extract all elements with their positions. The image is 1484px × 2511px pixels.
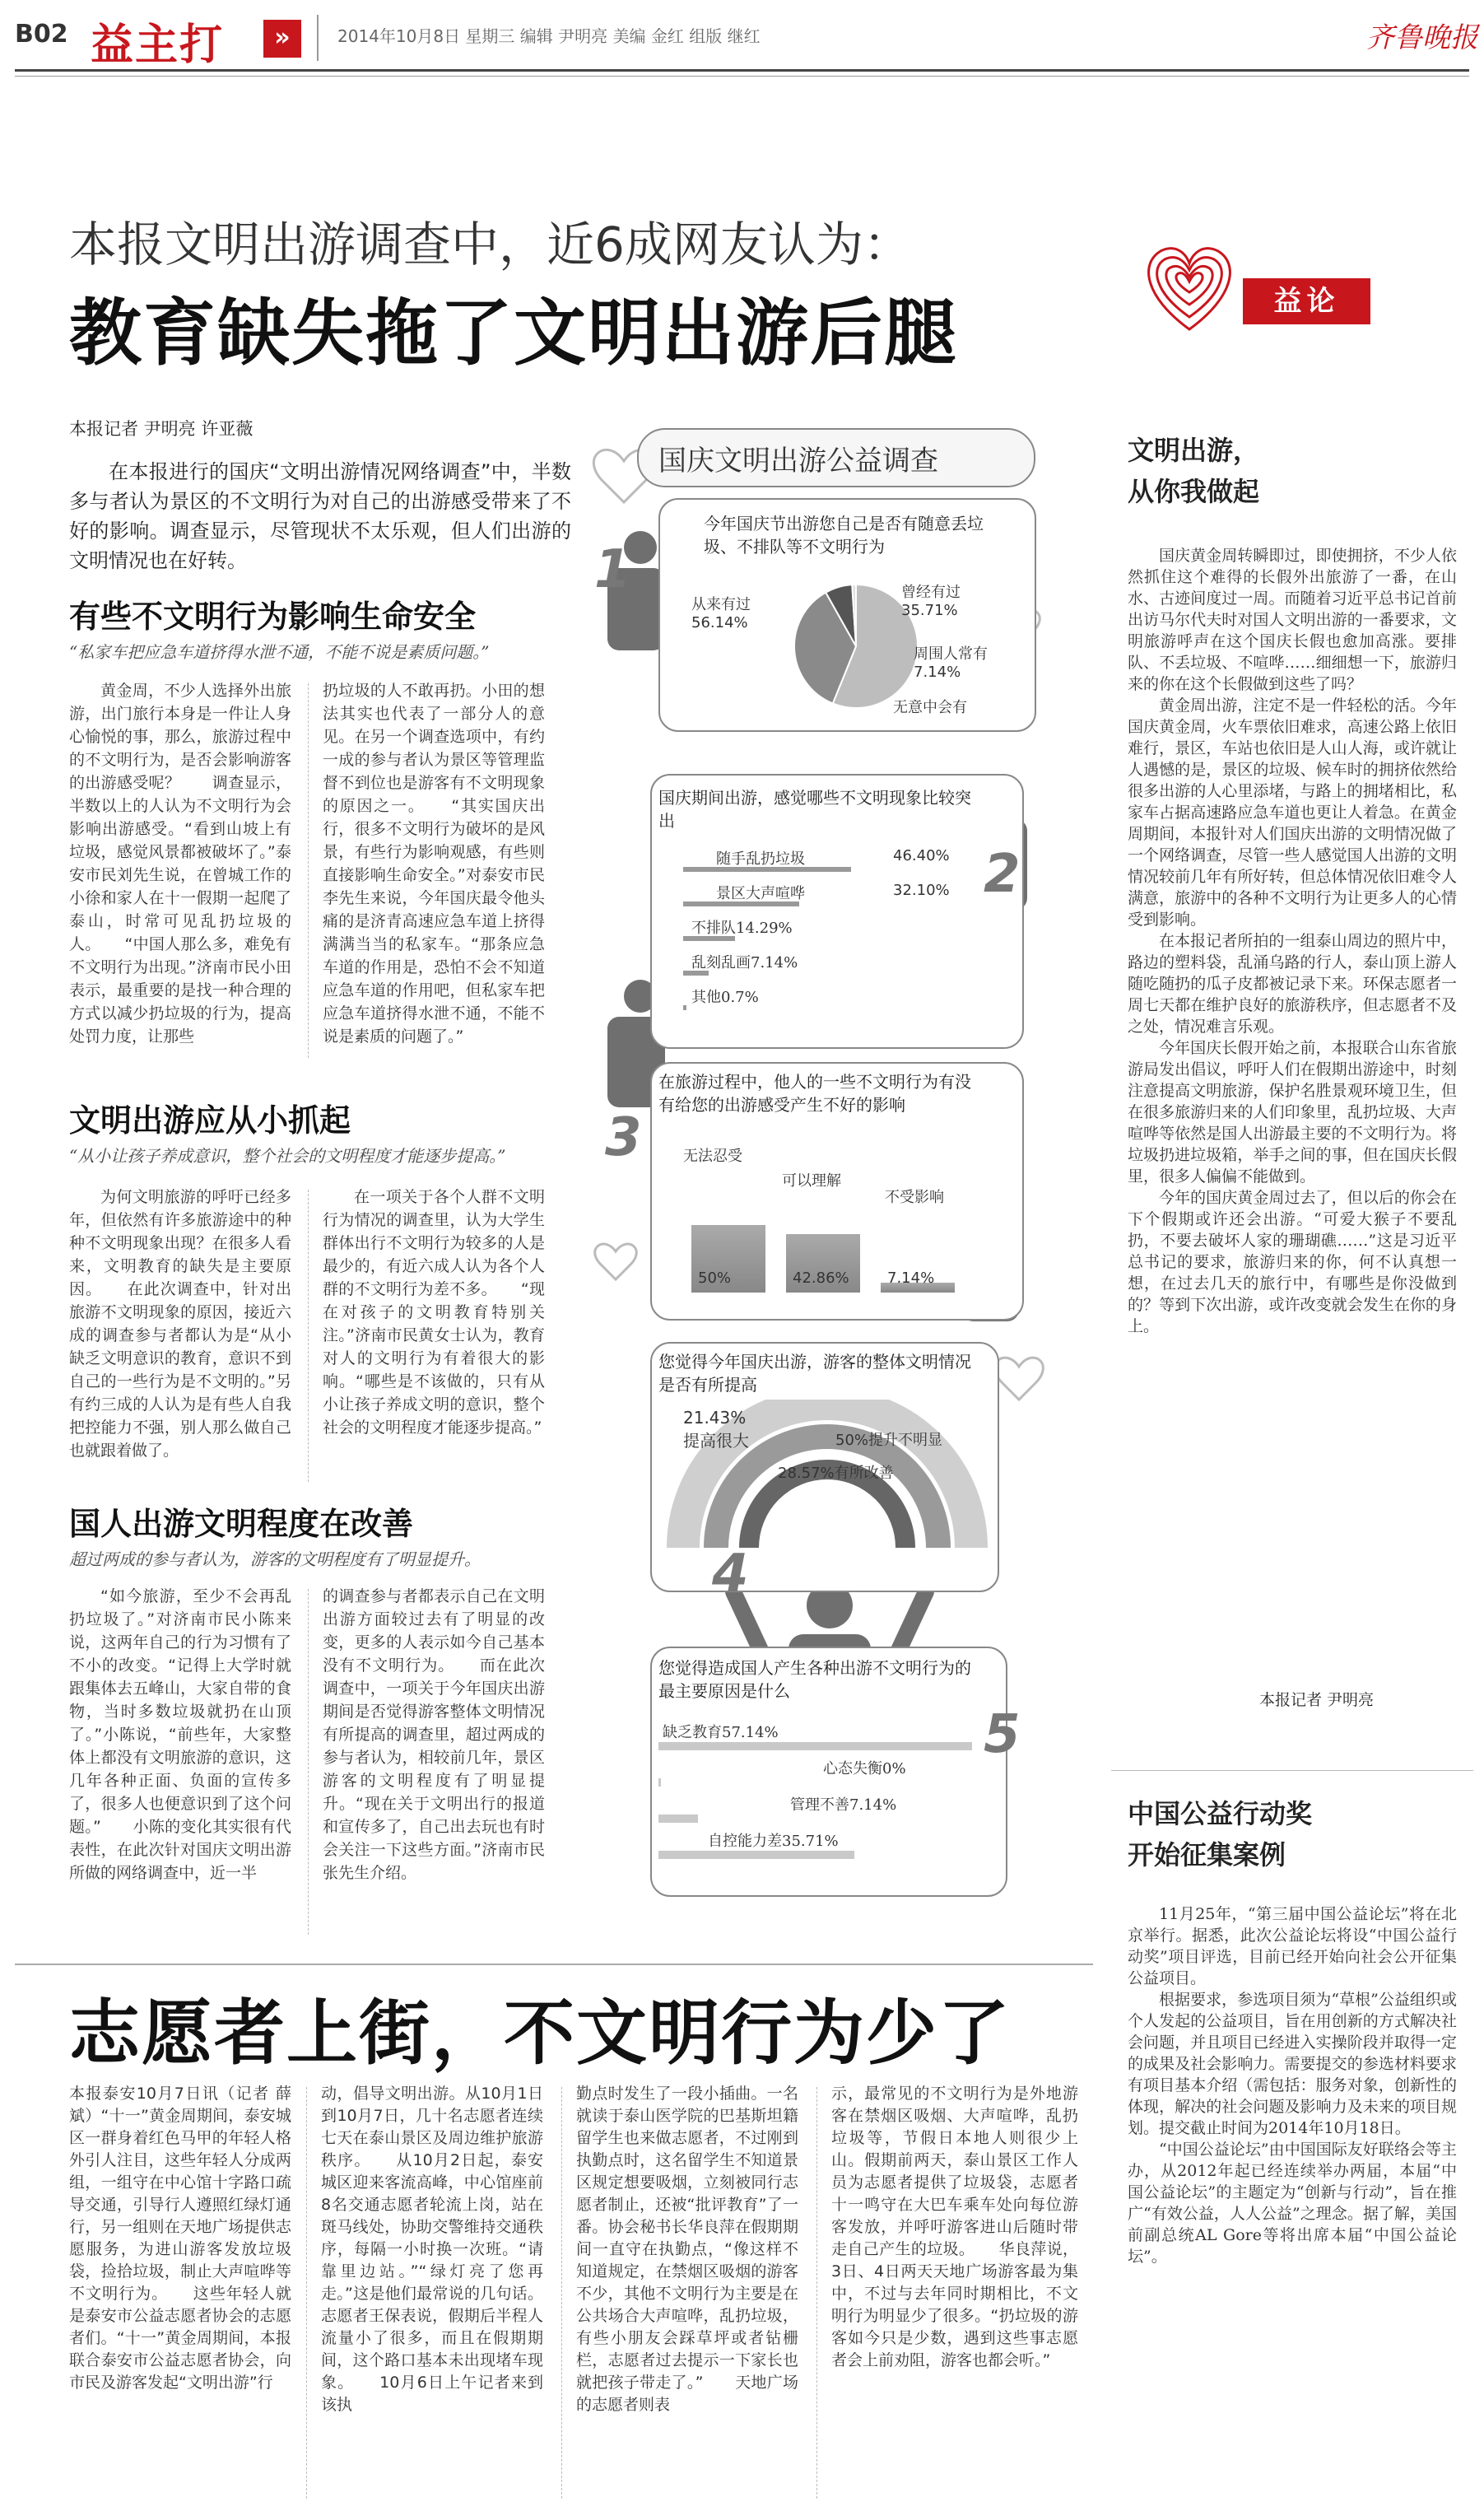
q3-bar-value: 50% xyxy=(698,1269,732,1287)
q5-question: 您觉得造成国人产生各种出游不文明行为的最主要原因是什么 xyxy=(658,1658,971,1701)
q3-bar-value: 42.86% xyxy=(793,1269,849,1287)
q4-number: 4 xyxy=(712,1544,749,1605)
section-subtitle-1: “私家车把应急车道挤得水泄不通，不能不说是素质问题。” xyxy=(69,642,490,662)
award-paragraph: 根据要求，参选项目须为“草根”公益组织或个人发起的公益项目，旨在用创新的方式解决社会问题，并且项目已经进入实操阶段并取得一定的成果及社会影响力。需要提交的参选材料要求有项目基本介绍（需包括：服务对象，创新性的体现，解决的社会问题及影响力及未来的项目规划。提交截止时间为2014年10月18日。 xyxy=(1128,1991,1457,2137)
opinion-tag: 益论 xyxy=(1243,278,1370,324)
opinion-paragraph: 黄金周出游，注定不是一件轻松的活。今年国庆黄金周，火车票依旧难求，高速公路上依旧难行，景区，车站也依旧是人山人海，或许就让人遇憾的是，景区的垃圾、候车时的拥挤依然给很多出游的人心里添堵，与路上的拥堵相比，私家车占据高速路应急车道也更让人着急。在黄金周期间，本报针对人们国庆出游的文明情况做了一个网络调查，尽管一些人感觉国人出游的文明情况较前几年有所好转，但总体情况依旧难令人满意，旅游中的各种不文明行为让更多人的心情受到影响。 xyxy=(1128,696,1457,929)
award-title xyxy=(1128,1793,1312,1875)
article-byline: 本报记者 尹明亮 许亚薇 xyxy=(69,419,254,439)
q3-number: 3 xyxy=(605,1107,642,1168)
q4-label-not-obvious: 50%提升不明显 xyxy=(835,1432,943,1449)
section-3-col-2: 的调查参与者都表示自己在文明出游方面较过去有了明显的改变，更多的人表示如今自己基本没有不文明行为。 而在此次调查中，一项关于今年国庆出游期间是否觉得游客整体文明情况有所提高的调查里，超过两成的参与者认为，相较前几年，景区游客的文明程度有了明显提升。“现在关于文明出行的报道和宣传多了，自己出去玩也有时会关注一下这些方面。”济南市民张先生介绍。 xyxy=(323,1587,545,1882)
column-divider xyxy=(308,1589,309,1935)
q2-question: 国庆期间出游，感觉哪些不文明现象比较突出 xyxy=(658,788,971,831)
q3-bar-label: 可以理解 xyxy=(782,1172,841,1190)
q5-bar-label: 心态失衡0% xyxy=(823,1760,906,1777)
section-title-2: 文明出游应从小抓起 xyxy=(69,1102,351,1139)
q3-bar-label: 无法忍受 xyxy=(683,1148,742,1165)
column-divider xyxy=(308,1190,309,1482)
bottom-col-4: 示，最常见的不文明行为是外地游客在禁烟区吸烟、大声喧哗，乱扔垃圾等，节假日本地人则很少上山。假期前两天，泰山景区工作人员为志愿者提供了垃圾袋，志愿者十一鸣守在大巴车乘车处向每位游客发放，并呼吁游客进山后随时带走自己产生的垃圾。 华良萍说，3日、4日两天天地广场游客最为集中，不过与去年同时期相比，不文明行为明显少了很多。“扔垃圾的游客如今只是少数，遇到这些事志愿者会上前劝阻，游客也都会听。” xyxy=(831,2085,1078,2369)
q2-bar-label: 其他0.7% xyxy=(691,989,759,1006)
q5-bar xyxy=(658,1851,854,1859)
opinion-paragraph: 今年国庆长假开始之前，本报联合山东省旅游局发出倡议，呼吁人们在假期出游途中，时刻注意提高文明旅游，保护名胜景观环境卫生，但在很多旅游归来的人们印象里，乱扔垃圾、大声喧哗等依然是国人出游最主要的不文明行为。将垃圾扔进垃圾箱，举手之间的事，但在国庆长假里，很多人偏偏不能做到。 xyxy=(1128,1039,1457,1186)
page-number: B02 xyxy=(15,20,68,49)
issue-meta: 2014年10月8日 星期三 编辑 尹明亮 美编 金红 组版 继红 xyxy=(337,26,761,46)
section-1-col-1: 黄金周，不少人选择外出旅游，出门旅行本身是一件让人身心愉悦的事，那么，旅游过程中的不文明行为，是否会影响游客的出游感受呢？ 调查显示，半数以上的人认为不文明行为会影响出游感受。“看到山坡上有垃圾，感觉风景都被破坏了。”泰安市民刘先生说，在曾城工作的小徐和家人在十一假期一起爬了泰山，时常可见乱扔垃圾的人。 “中国人那么多，难免有不文明行为出现。”济南市民小田表示，最重要的是找一种合理的方式以减少扔垃圾的行为，提高处罚力度，让那些 xyxy=(69,682,291,1046)
q4-question: 您觉得今年国庆出游，游客的整体文明情况是否有所提高 xyxy=(658,1352,971,1395)
opinion-paragraph: 国庆黄金周转瞬即过，即使拥挤，不少人依然抓住这个难得的长假外出旅游了一番，在山水、古迹间度过一周。而随着习近平总书记首前出访马尔代夫时对国人文明出游的一番要求，文明旅游呼声在这个国庆长假也愈加高涨。要排队、不丢垃圾、不喧哗……细细想一下，旅游归来的你在这个长假做到这些了吗？ xyxy=(1128,547,1457,693)
q2-bar-value: 46.40% xyxy=(893,847,950,864)
q5-bar xyxy=(658,1815,698,1823)
column-title: 益主打 xyxy=(91,21,225,70)
header-divider xyxy=(317,15,319,61)
q4-label-greatly: 21.43% 提高很大 xyxy=(683,1408,749,1451)
section-subtitle-3: 超过两成的参与者认为，游客的文明程度有了明显提升。 xyxy=(69,1549,481,1569)
q5-number: 5 xyxy=(984,1704,1021,1765)
q2-bar-label: 不排队14.29% xyxy=(691,920,793,937)
bottom-col-1: 本报泰安10月7日讯（记者 薛斌）“十一”黄金周期间，泰安城区一群身着红色马甲的年轻人格外引人注目，这些年轻人分成两组，一组守在中心馆十字路口疏导交通，引导行人遵照红绿灯通行，另一组则在天地广场提供志愿服务，为进山游客发放垃圾袋，捡拾垃圾，制止大声喧哗等不文明行为。 这些年轻人就是泰安市公益志愿者协会的志愿者们。“十一”黄金周期间，本报联合泰安市公益志愿者协会，向市民及游客发起“文明出游”行 xyxy=(69,2085,291,2392)
award-paragraph: 11月25年，“第三届中国公益论坛”将在北京举行。据悉，此次公益论坛将设“中国公益行动奖”项目评选，目前已经开始向社会公开征集公益项目。 xyxy=(1128,1905,1457,1987)
bottom-rule xyxy=(15,1964,1093,1965)
q5-bar xyxy=(658,1778,661,1787)
column-divider xyxy=(561,2087,562,2499)
q1-label-often: 周围人常有7.14% xyxy=(914,645,988,681)
q1-label-never: 从来有过 56.14% xyxy=(691,596,751,631)
q3-bar-label: 不受影响 xyxy=(885,1189,944,1206)
section-3-col-1: “如今旅游，至少不会再乱扔垃圾了。”对济南市民小陈来说，这两年自己的行为习惯有了不小的改变。“记得上大学时就跟集体去五峰山，大家自带的食物，当时多数垃圾就扔在山顶了。”小陈说，“前些年，大家整体上都没有文明旅游的意识，这几年各种正面、负面的宣传多了，很多人也便意识到了这个问题。” 小陈的变化其实很有代表性，在此次针对国庆文明出游所做的网络调查中，近一半 xyxy=(69,1587,291,1882)
article-headline: 教育缺失拖了文明出游后腿 xyxy=(69,291,959,375)
section-2-col-2: 在一项关于各个人群不文明行为情况的调查里，认为大学生群体出行不文明行为较多的人是最少的，有近六成人认为各个人群的不文明行为差不多。 “现在对孩子的文明教育特别关注。”济南市民黄女士认为，教育对人的文明行为有着很大的影响。“哪些是不该做的，只有从小让孩子养成文明的意识，整个社会的文明程度才能逐步提高。” xyxy=(323,1188,545,1437)
right-divider xyxy=(1111,1770,1473,1771)
opinion-author: 本报记者 尹明亮 xyxy=(1259,1691,1375,1709)
bottom-col-2: 动，倡导文明出游。从10月1日到10月7日，几十名志愿者连续七天在泰山景区及周边维护旅游秩序。 从10月2日起，泰安城区迎来客流高峰，中心馆座前8名交通志愿者轮流上岗，站在斑马线处，协助交警维持交通秩序，每隔一小时换一次班。“请靠里边站。”“绿灯亮了您再走。”这是他们最常说的几句话。志愿者王保表说，假期后半程人流量小了很多，而且在假期期间，这个路口基本未出现堵车现象。 10月6日上午记者来到该执 xyxy=(321,2085,543,2414)
opinion-title-line-2: 从你我做起 xyxy=(1128,476,1260,507)
bottom-headline: 志愿者上街，不文明行为少了 xyxy=(69,1992,1011,2075)
section-title-1: 有些不文明行为影响生命安全 xyxy=(69,599,477,635)
q3-bar-value: 7.14% xyxy=(887,1269,935,1287)
q2-bar-value: 32.10% xyxy=(893,882,950,899)
q2-number: 2 xyxy=(984,844,1021,905)
q2-bar xyxy=(683,1005,686,1010)
opinion-paragraph: 今年的国庆黄金周过去了，但以后的你会在下个假期或许还会出游。“可爱大猴子不要乱扔，不要去破坏人家的珊瑚礁……”这是习近平总书记的要求，旅游归来的你，何不认真想一想，在过去几天的旅行中，有哪些是你没做到的？等到下次出游，或许改变就会发生在你的身上。 xyxy=(1128,1189,1457,1335)
opinion-paragraph: 在本报记者所拍的一组泰山周边的照片中，路边的塑料袋，乱涌乌路的行人，泰山顶上游人随吃随扔的瓜子皮都被记录下来。环保志愿者一周七天都在维护良好的旅游秩序，但志愿者不及之处，情况难言乐观。 xyxy=(1128,932,1457,1036)
q1-question: 今年国庆节出游您自己是否有随意丢垃圾、不排队等不文明行为 xyxy=(704,514,984,557)
q4-label-improved: 28.57%有所改善 xyxy=(778,1465,894,1482)
q5-bar-label: 管理不善7.14% xyxy=(790,1796,897,1814)
q2-bar-label: 乱刻乱画7.14% xyxy=(691,954,798,971)
q1-label-once: 曾经有过 35.71% xyxy=(901,584,961,619)
q2-bar-label: 随手乱扔垃圾 xyxy=(716,850,805,868)
header-rule xyxy=(15,69,1469,72)
award-title-line-1: 中国公益行动奖 xyxy=(1128,1798,1313,1829)
column-divider xyxy=(306,2087,307,2499)
opinion-title-line-1: 文明出游， xyxy=(1128,435,1260,466)
heart-fingerprint-icon xyxy=(1136,231,1243,338)
q3-question: 在旅游过程中，他人的一些不文明行为有没有给您的出游感受产生不好的影响 xyxy=(658,1072,971,1115)
bottom-col-3: 勤点时发生了一段小插曲。一名就读于泰山医学院的巴基斯坦籍留学生也来做志愿者，不过刚到执勤点时，这名留学生不知道景区规定想要吸烟，立刻被同行志愿者制止，还被“批评教育”了一番。协会秘书长华良萍在假期期间一直守在执勤点，“像这样不知道规定，在禁烟区吸烟的游客不少，其他不文明行为主要是在公共场合大声喧哗，乱扔垃圾，有些小朋友会踩草坪或者钻栅栏，志愿者过去提示一下家长也就把孩子带走了。” 天地广场的志愿者则表 xyxy=(576,2085,798,2414)
q5-bar-label: 缺乏教育57.14% xyxy=(663,1724,779,1741)
article-lead: 在本报进行的国庆“文明出游情况网络调查”中，半数多与者认为景区的不文明行为对自己的出游感受带来了不好的影响。调查显示，尽管现状不太乐观，但人们出游的文明情况也在好转。 xyxy=(69,460,571,572)
section-title-3: 国人出游文明程度在改善 xyxy=(69,1506,414,1542)
q5-bar-label: 自控能力差35.71% xyxy=(708,1833,839,1850)
opinion-body xyxy=(1128,545,1457,1862)
header-rule-thin xyxy=(15,76,1469,77)
section-1-col-2: 扔垃圾的人不敢再扔。小田的想法其实也代表了一部分人的意见。在另一个调查选项中，有约一成的参与者认为景区等管理监督不到位也是游客有不文明现象的原因之一。 “其实国庆出行，很多不文明行为破坏的是风景，有些行为影响观感，有些则直接影响生命安全。”对泰安市民李先生来说，今年国庆最令他头痛的是济青高速应急车道上挤得满满当当的私家车。“那条应急车道的作用是，恐怕不会不知道应急车道的作用吧，但私家车把应急车道挤得水泄不通，不能不说是素质的问题了。” xyxy=(323,682,545,1046)
q5-bar xyxy=(658,1742,972,1750)
double-chevron-icon: » xyxy=(263,20,301,58)
column-divider xyxy=(816,2087,817,2499)
award-title-line-2: 开始征集案例 xyxy=(1128,1839,1286,1870)
award-body xyxy=(1128,1903,1457,2504)
newspaper-logo: 齐鲁晚报 xyxy=(1366,21,1478,54)
column-divider xyxy=(308,683,309,1058)
q2-bar-label: 景区大声喧哗 xyxy=(716,885,805,902)
q1-label-unintentional: 无意中会有 xyxy=(893,699,967,716)
opinion-title xyxy=(1128,430,1259,512)
award-paragraph: “中国公益论坛”由中国国际友好联络会等主办，从2012年起已经连续举办两届，本届“中国公益论坛”的主题定为“创新与行动”，旨在推广“有效公益，人人公益”之理念。据了解，美国前副总统AL Gore等将出席本届“中国公益论坛”。 xyxy=(1128,2141,1457,2266)
survey-title: 国庆文明出游公益调查 xyxy=(658,445,938,478)
article-kicker: 本报文明出游调查中，近6成网友认为： xyxy=(69,217,911,273)
section-subtitle-2: “从小让孩子养成意识，整个社会的文明程度才能逐步提高。” xyxy=(69,1146,506,1166)
q1-number: 1 xyxy=(594,539,631,600)
section-2-col-1: 为何文明旅游的呼吁已经多年，但依然有许多旅游途中的种种不文明现象出现？在很多人看来，文明教育的缺失是主要原因。 在此次调查中，针对出旅游不文明现象的原因，接近六成的调查参与者都认为是“从小缺乏文明意识的教育，意识不到自己的一些行为是不文明的。”另有约三成的人认为是有些人自我把控能力不强，别人那么做自己也就跟着做了。 xyxy=(69,1188,291,1460)
